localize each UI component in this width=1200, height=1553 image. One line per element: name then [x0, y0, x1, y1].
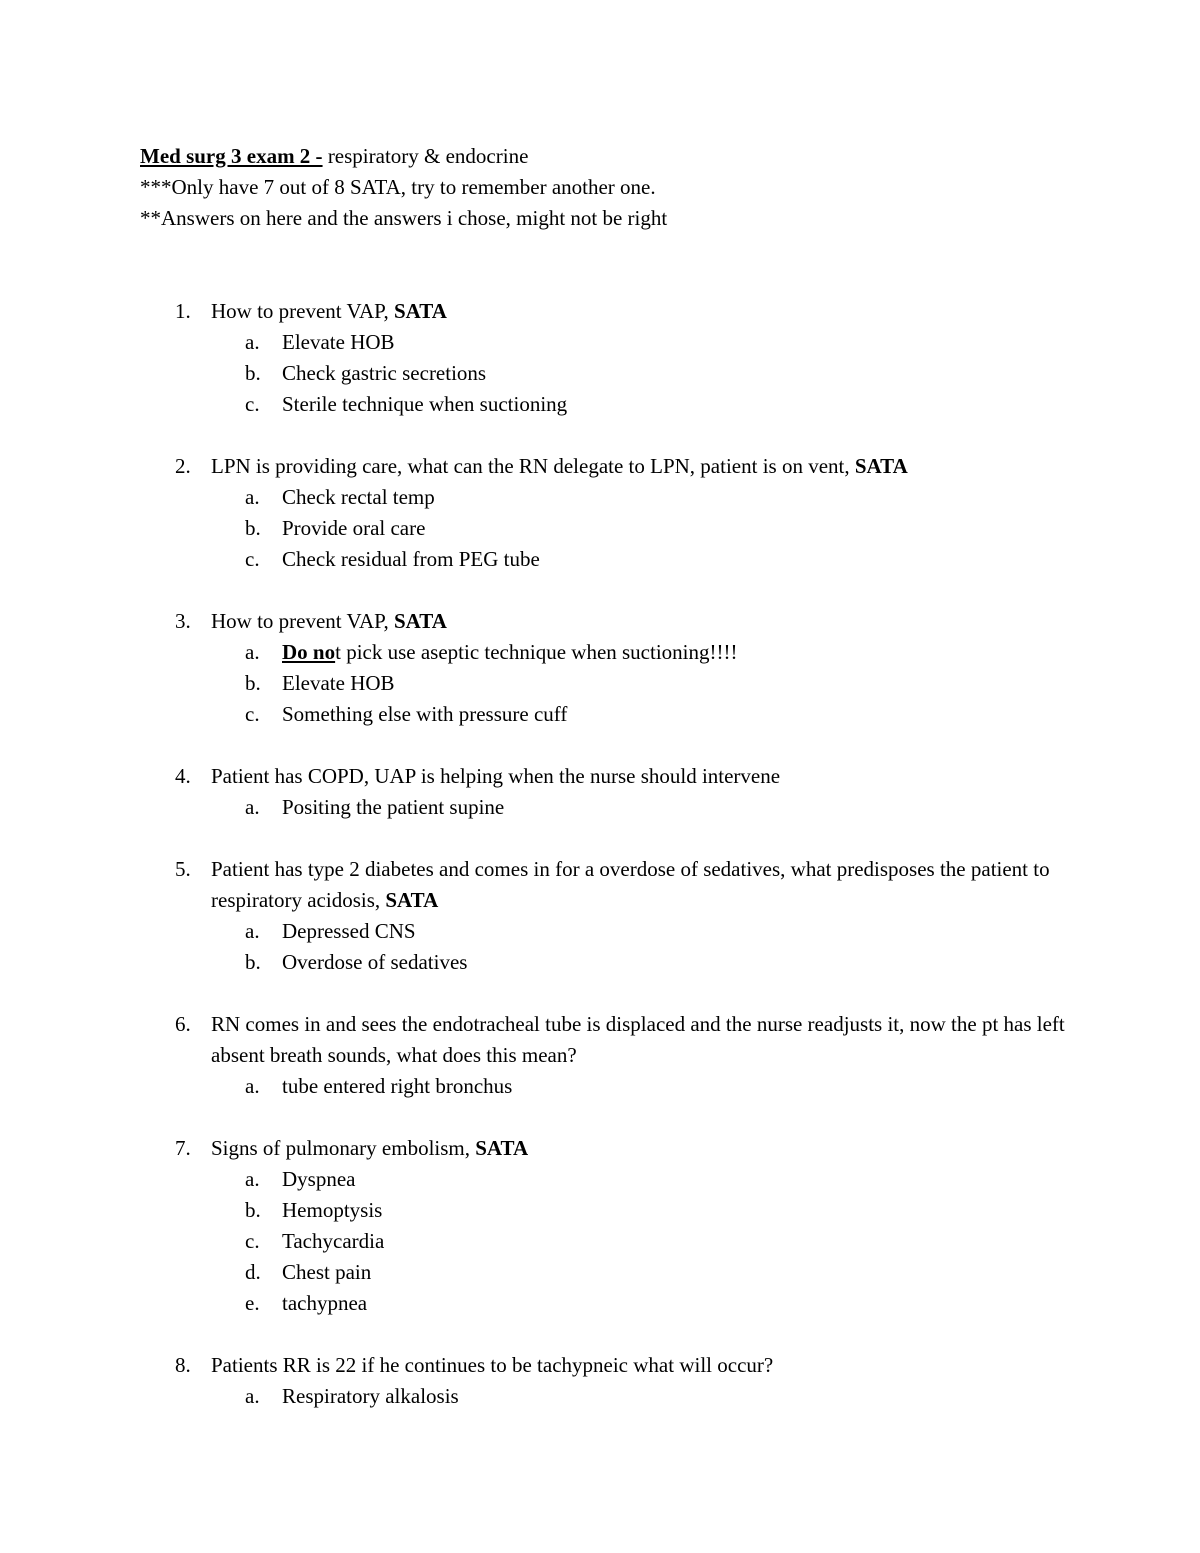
answer-text: tube entered right bronchus	[282, 1074, 513, 1098]
answer-list	[211, 1071, 1070, 1102]
question-item	[170, 296, 1070, 420]
header-note-1: ***Only have 7 out of 8 SATA, try to remember another one.	[140, 175, 656, 199]
document-title	[140, 141, 1100, 172]
answer-text: Check rectal temp	[282, 485, 435, 509]
question-number: 4.	[175, 764, 191, 788]
answer-list	[211, 792, 1070, 823]
question-text	[211, 451, 1070, 482]
answer-text: Hemoptysis	[282, 1198, 383, 1222]
answer-text: Provide oral care	[282, 516, 426, 540]
question-item	[170, 1009, 1070, 1102]
answer-list	[211, 916, 1070, 978]
question-text	[211, 1350, 1070, 1381]
question-text	[211, 1009, 1070, 1071]
answer-text: Check residual from PEG tube	[282, 547, 540, 571]
question-number: 1.	[175, 299, 191, 323]
question-body: LPN is providing care, what can the RN delegate to LPN, patient is on vent,	[211, 454, 855, 478]
question-body: Patients RR is 22 if he continues to be tachypneic what will occur?	[211, 1353, 774, 1377]
answer-item	[211, 327, 1070, 358]
answer-list	[211, 327, 1070, 420]
question-text	[211, 606, 1070, 637]
answer-letter: b.	[245, 361, 261, 385]
answer-list	[211, 482, 1070, 575]
answer-letter: c.	[245, 702, 260, 726]
answer-letter: e.	[245, 1291, 260, 1315]
sata-tag: SATA	[393, 299, 447, 323]
answer-item	[211, 916, 1070, 947]
answer-item	[211, 637, 1070, 668]
answer-letter: c.	[245, 547, 260, 571]
answer-text: tachypnea	[282, 1291, 368, 1315]
question-number: 8.	[175, 1353, 191, 1377]
answer-text: Elevate HOB	[282, 330, 395, 354]
answer-letter: b.	[245, 950, 261, 974]
answer-text: Dyspnea	[282, 1167, 356, 1191]
answer-emphasis: Do no	[282, 640, 336, 664]
question-number: 7.	[175, 1136, 191, 1160]
answer-item	[211, 1164, 1070, 1195]
question-text	[211, 296, 1070, 327]
answer-item	[211, 544, 1070, 575]
answer-list	[211, 637, 1070, 730]
answer-letter: a.	[245, 330, 260, 354]
sata-tag: SATA	[475, 1136, 529, 1160]
question-item	[170, 761, 1070, 823]
answer-item	[211, 792, 1070, 823]
question-number: 3.	[175, 609, 191, 633]
answer-text: Check gastric secretions	[282, 361, 487, 385]
answer-letter: a.	[245, 1384, 260, 1408]
sata-tag: SATA	[385, 888, 439, 912]
answer-text: Chest pain	[282, 1260, 372, 1284]
question-text	[211, 761, 1070, 792]
answer-letter: a.	[245, 1167, 260, 1191]
question-item	[170, 1350, 1070, 1412]
answer-letter: b.	[245, 516, 261, 540]
answer-text: Elevate HOB	[282, 671, 395, 695]
answer-text: Depressed CNS	[282, 919, 416, 943]
answer-item	[211, 389, 1070, 420]
question-body: Patient has COPD, UAP is helping when the nurse should intervene	[211, 764, 781, 788]
answer-item	[211, 947, 1070, 978]
question-body: Signs of pulmonary embolism,	[211, 1136, 476, 1160]
answer-item	[211, 1195, 1070, 1226]
answer-text: Something else with pressure cuff	[282, 702, 568, 726]
header-note-2: **Answers on here and the answers i chose, might not be right	[140, 206, 668, 230]
answer-item	[211, 1226, 1070, 1257]
answer-text: Overdose of sedatives	[282, 950, 468, 974]
question-body: How to prevent VAP,	[211, 299, 394, 323]
answer-text: Sterile technique when suctioning	[282, 392, 568, 416]
answer-text: Respiratory alkalosis	[282, 1384, 459, 1408]
question-list	[170, 296, 1070, 1443]
answer-item	[211, 668, 1070, 699]
answer-item	[211, 513, 1070, 544]
answer-letter: b.	[245, 1198, 261, 1222]
answer-list	[211, 1381, 1070, 1412]
question-body: RN comes in and sees the endotracheal tube is displaced and the nurse readjusts it, now the pt has left absent breath sounds, what does this mean?	[211, 1012, 1065, 1067]
document-header	[140, 141, 1100, 234]
answer-letter: b.	[245, 671, 261, 695]
sata-tag: SATA	[854, 454, 908, 478]
question-item	[170, 854, 1070, 978]
answer-item	[211, 1071, 1070, 1102]
answer-list	[211, 1164, 1070, 1319]
answer-text: Positing the patient supine	[282, 795, 505, 819]
question-item	[170, 606, 1070, 730]
question-body: How to prevent VAP,	[211, 609, 394, 633]
question-number: 5.	[175, 857, 191, 881]
answer-letter: a.	[245, 485, 260, 509]
question-number: 2.	[175, 454, 191, 478]
question-body: Patient has type 2 diabetes and comes in for a overdose of sedatives, what predisposes the patient to respiratory acidosis,	[211, 857, 1050, 912]
answer-text: Tachycardia	[282, 1229, 385, 1253]
question-item	[170, 451, 1070, 575]
question-text	[211, 1133, 1070, 1164]
answer-item	[211, 1257, 1070, 1288]
question-item	[170, 1133, 1070, 1319]
answer-item	[211, 1288, 1070, 1319]
question-text	[211, 854, 1070, 916]
answer-item	[211, 699, 1070, 730]
answer-item	[211, 1381, 1070, 1412]
answer-item	[211, 358, 1070, 389]
answer-text: t pick use aseptic technique when suctioning!!!!	[335, 640, 738, 664]
title-bold-part: Med surg 3 exam 2 -	[140, 144, 323, 168]
sata-tag: SATA	[393, 609, 447, 633]
answer-letter: a.	[245, 795, 260, 819]
answer-item	[211, 482, 1070, 513]
answer-letter: a.	[245, 919, 260, 943]
answer-letter: a.	[245, 640, 260, 664]
answer-letter: a.	[245, 1074, 260, 1098]
question-number: 6.	[175, 1012, 191, 1036]
answer-letter: d.	[245, 1260, 261, 1284]
answer-letter: c.	[245, 392, 260, 416]
answer-letter: c.	[245, 1229, 260, 1253]
title-rest-part: respiratory & endocrine	[322, 144, 529, 168]
